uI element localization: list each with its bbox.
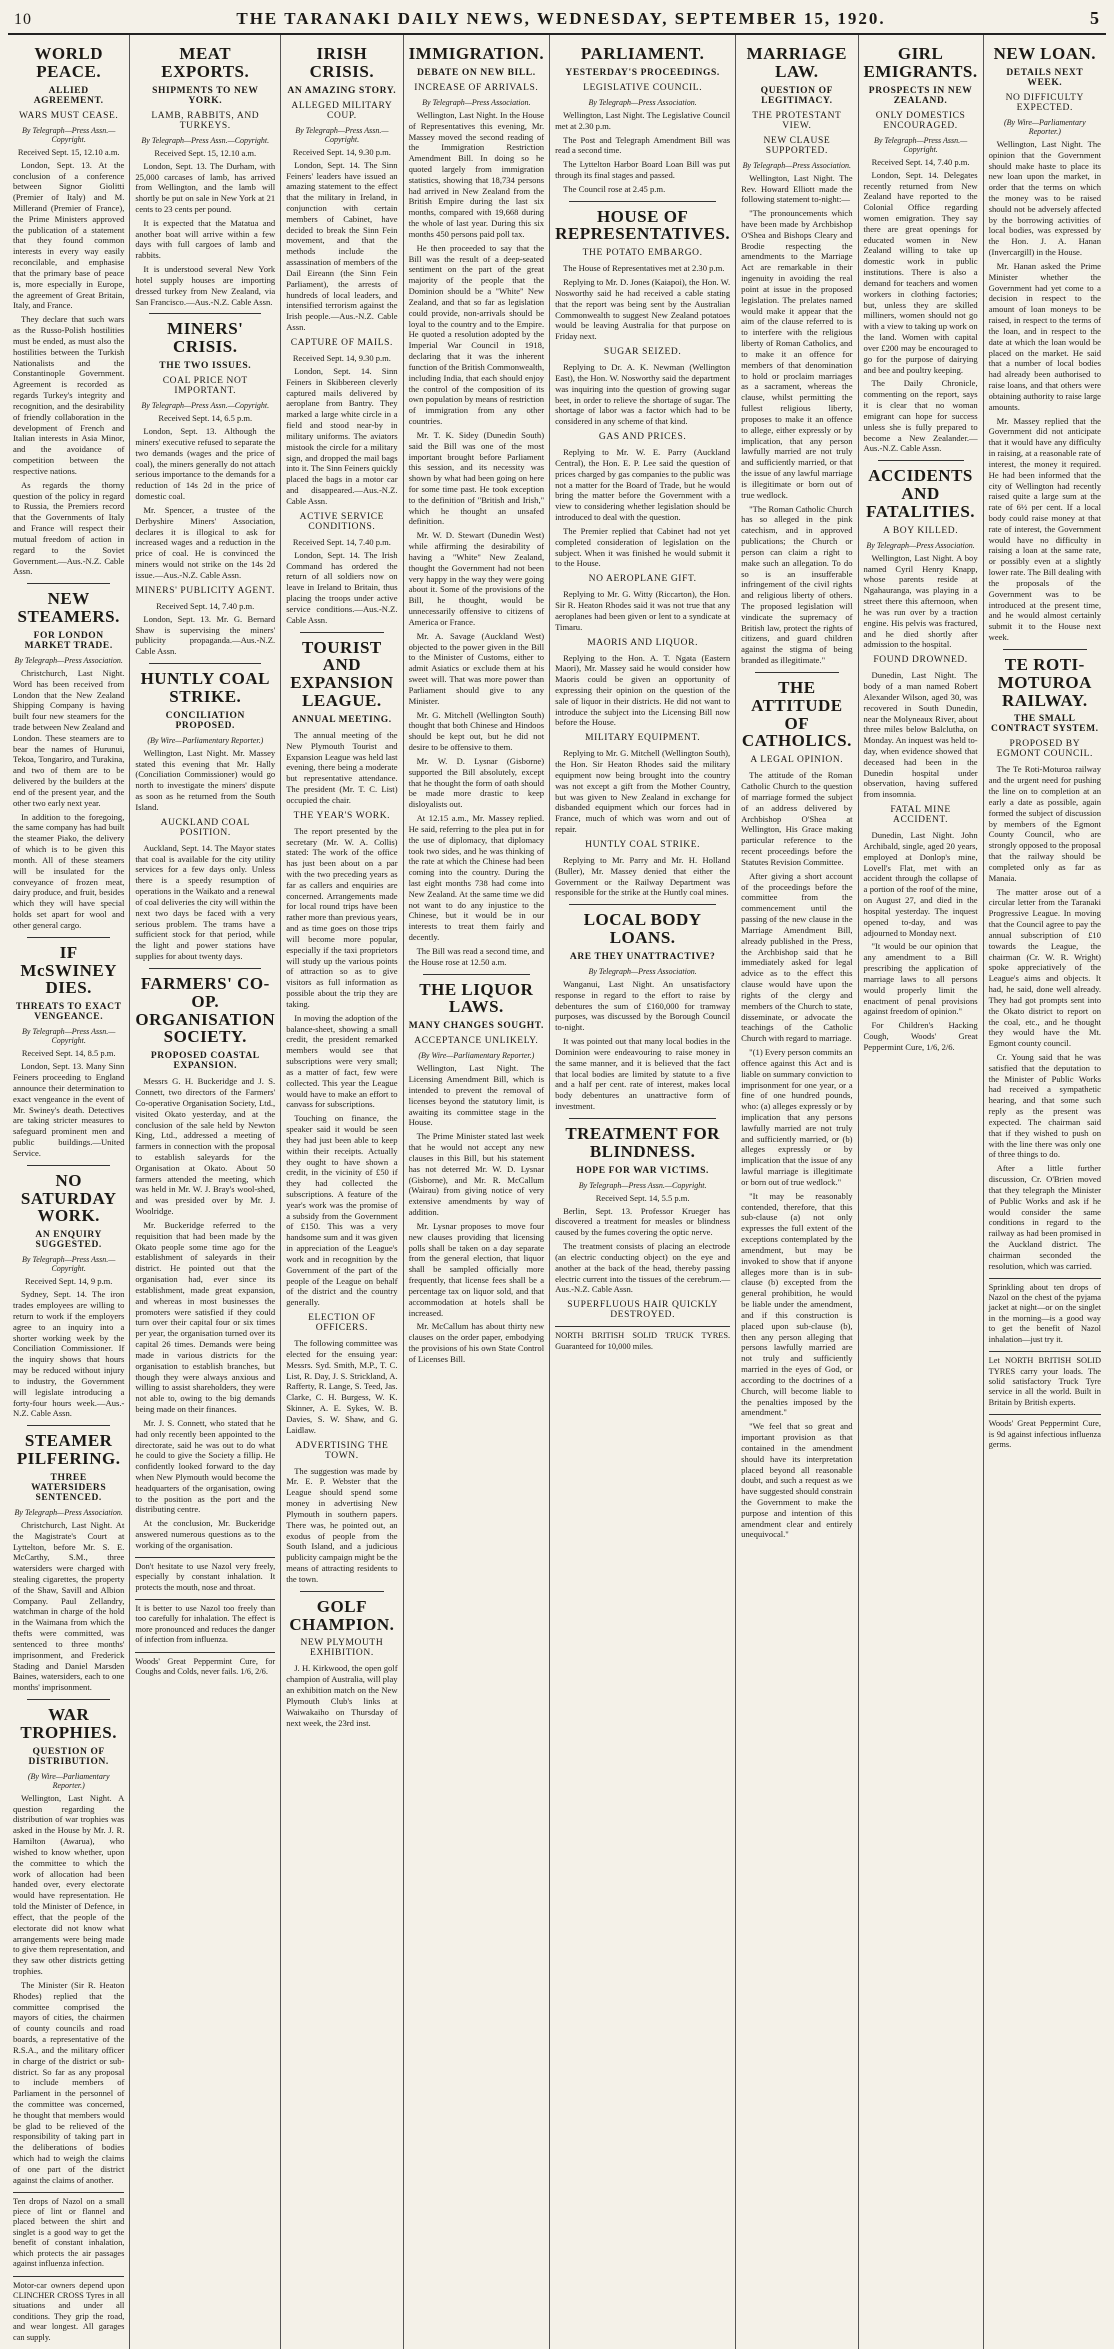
headline: NEW STEAMERS.: [17, 589, 120, 626]
section-subheading: FATAL MINE ACCIDENT.: [890, 805, 951, 826]
subheading: YESTERDAY'S PROCEEDINGS.: [565, 67, 720, 78]
column-2: [130, 35, 281, 2349]
subheading: DEBATE ON NEW BILL.: [416, 67, 536, 78]
headline: MINERS' CRISIS.: [167, 319, 244, 357]
article-paragraph: Christchurch, Last Night. At the Magistrate's Court at Lyttelton, before Mr. S. E. McCarthy, S.M., three watersiders were charged with stealing cigarettes, the property of the Shaw, Savill and Albion Company. Paul Zellandry, watchman in charge of the hold in the Waimana from which the thefts were committed, was sentenced to three months' imprisonment, and Frederick Stading and Daniel Marsden Baines, watersiders, each to one months' imprisonment.: [13, 1519, 125, 1693]
column-5: [550, 35, 736, 2349]
section-divider: [755, 672, 838, 673]
headline: IMMIGRATION.: [408, 44, 545, 63]
advertisement: Woods' Great Peppermint Cure, for Coughs and Colds, never fails. 1/6, 2/6.: [135, 1652, 275, 1678]
article-paragraph: It is expected that the Matatua and another boat will arrive within a few days with full cargoes of lamb and rabbits.: [135, 217, 276, 261]
article-paragraph: Messrs G. H. Buckeridge and J. S. Connett, two directors of the Farmers' Co-operative Organisation Society, Ltd., visited Okato yesterday, and at the conclusion of the sale held by Newton King, Ltd., addressed a meeting of farmers in connection with the proposal to establish saleyards for the Organisation at Okato. About 50 farmers attended the meeting, which was held in Mr. W. J. Bray's wool-shed, and was presided over by Mr. J. Woolridge.: [135, 1076, 276, 1217]
subheading: PROSPECTS IN NEW ZEALAND.: [868, 85, 973, 106]
column-8: [984, 35, 1106, 2349]
article-paragraph: Wellington, Last Night. The Legislative Council met at 2.30 p.m.: [555, 109, 731, 131]
source-line: By Telegraph—Press Association.: [588, 97, 697, 107]
headline: TE ROTI-MOTUROA RAILWAY.: [997, 654, 1092, 710]
headline: MEAT EXPORTS.: [161, 44, 250, 81]
article-paragraph: Wanganui, Last Night. An unsatisfactory response in regard to the effort to raise by debentures the sum of £160,000 for tramway purposes, was discussed by the Borough Council to-night.: [555, 978, 731, 1033]
headline: WAR TROPHIES.: [20, 1705, 117, 1742]
headline: FARMERS' CO-OP. ORGANISATION SOCIETY.: [135, 973, 276, 1047]
article-paragraph: The Premier replied that Cabinet had not yet completed consideration of legislation on the subject. When it was finished he would submit it to the House.: [555, 525, 731, 569]
received-line: Received Sept. 14, 7.40 p.m.: [292, 536, 391, 547]
subheading: HOPE FOR WAR VICTIMS.: [576, 1165, 709, 1176]
section-subheading: PROPOSED BY EGMONT COUNCIL.: [996, 739, 1094, 760]
column-4: [404, 35, 551, 2349]
article-paragraph: Mr. Buckeridge referred to the requisition that had been made by the Okato people some time ago for the establishment of saleyards in their district. He pointed out that the organisation had, ever since its establishment, made great expansion, and whereas in most businesses the promoters were satisfied if they could turn over their capital four or six times per year, the organisation turned over its capital 26 times. Demands were being made in various districts for the organisation to establish branches, but though they were always anxious and willing to assist shareholders, they were not able to, owing to the big demands being made on their finances.: [135, 1219, 276, 1415]
section-divider: [149, 663, 261, 664]
section-divider: [149, 968, 261, 969]
article-paragraph: London, Sept. 14. Sinn Feiners in Skibbereen cleverly captured mails delivered by aeroplane from Bantry. They marked a large white circle in a field and stood near-by in military uniforms. The aviators mistook the circle for a military sign, and dropped the mail bags into it. The Sinn Feiners quickly placed the bags in a motor car and disappeared.—Aus.-N.Z. Cable Assn.: [286, 365, 398, 506]
source-line: By Telegraph—Press Assn.—Copyright.: [22, 1027, 116, 1046]
section-subheading: A LEGAL OPINION.: [750, 755, 844, 766]
section-subheading: ALLEGED MILITARY COUP.: [291, 100, 393, 121]
column-1: [8, 35, 130, 2349]
section-divider: [878, 460, 964, 461]
subheading: MANY CHANGES SOUGHT.: [408, 1021, 544, 1032]
article-paragraph: Wellington, Last Night. The Licensing Amendment Bill, which is intended to prevent the removal of licenses beyond the statutory limit, is awaiting its committee stage in the House.: [408, 1063, 545, 1128]
section-subheading: COAL PRICE NOT IMPORTANT.: [162, 376, 248, 397]
article-paragraph: London, Sept. 13. At the conclusion of a conference between Signor Giolitti (Premier of Italy) and M. Millerand (Premier of France), the Prime Ministers approved the publication of a statement that they found common interests in every way easily reconcilable, and emphasise that the primary base of peace is, more especially in Europe, the agreement of Great Britain, Italy, and France.: [13, 159, 125, 311]
section-subheading: INCREASE OF ARRIVALS.: [414, 82, 539, 93]
article-paragraph: Mr. J. S. Connett, who stated that he had only recently been appointed to the directorate, said he was out to do what he could to give the Society a fillip. He confidently looked forward to the day when New Plymouth would become the headquarters of the organisation, owing to the position as the port and the distributing centre.: [135, 1417, 276, 1515]
section-divider: [569, 1118, 716, 1119]
article-paragraph: In moving the adoption of the balance-sheet, showing a small credit, the president remarked members would see that subscriptions were very small; as a matter of fact, few were collected. This year the League would have to make an effort to canvass for subscriptions.: [286, 1012, 398, 1110]
column-3: [281, 35, 403, 2349]
advertisement: Motor-car owners depend upon CLINCHER CROSS Tyres in all situations and under all conditions. They grip the road, and wear longest. All garages can supply.: [13, 2276, 124, 2344]
article-paragraph: Mr. Hanan asked the Prime Minister whether the Government had yet come to a decision in respect to the amount of loan moneys to be raised, in respect to the terms of the loan, and in respect to the date at which the loan would be placed on the market. He said that a number of local bodies had already been authorised to raise loans, and that others were obtaining authority to raise large amounts.: [988, 260, 1101, 412]
article-paragraph: Replying to the Hon. A. T. Ngata (Eastern Maori), Mr. Massey said he would consider how Maoris could be given an opportunity of expressing their opinion on the question of the sale of liquor in their districts. He did not want to introduce the subject into the Licensing Bill now before the House.: [555, 652, 731, 728]
article-paragraph: "The Roman Catholic Church has so alleged in the pink catechism, and in approved publications; the Church or person can claim a right to make such an allegation. To do so is an insufferable infringement of the civil rights and religious liberty of others. The proposed legislation will vindicate the supremacy of British law, protect the rights of citizens, and guard children against the stigma of being branded as illegitimate.": [741, 503, 853, 666]
source-line: By Telegraph—Press Assn.—Copyright.: [141, 135, 270, 145]
section-divider: [569, 904, 716, 905]
article-paragraph: The suggestion was made by Mr. E. P. Webster that the League should spend some money in advertising New Plymouth in southern papers. There was, he pointed out, an exodus of people from the South Island, and a judicious publicity campaign might be the means of attracting residents to the town.: [286, 1465, 398, 1584]
received-line: Received Sept. 14, 8.5 p.m.: [21, 1048, 116, 1059]
source-line: (By Wire—Parliamentary Reporter.): [27, 1771, 110, 1790]
article-paragraph: They declare that such wars as the Russo-Polish hostilities must be ended, as must also the hostilities between the Turkish Nationalists and the Constantinople Government. Agreement is recorded as regards Turkey's integrity and recognition, and the desirability of friendly collaboration in the development of French and Italian interests in Asia Minor, and the avoidance of competition between the respective nations.: [13, 314, 125, 476]
article-paragraph: The Bill was read a second time, and the House rose at 12.50 a.m.: [408, 945, 545, 967]
source-line: (By Wire—Parliamentary Reporter.): [418, 1051, 535, 1061]
subheading: CONCILIATION PROPOSED.: [165, 710, 245, 731]
headline: GOLF CHAMPION.: [289, 1596, 395, 1634]
headline: STEAMER PILFERING.: [16, 1431, 121, 1469]
section-subheading: MINERS' PUBLICITY AGENT.: [135, 585, 275, 596]
section-divider: [1003, 649, 1087, 650]
article-paragraph: "We feel that so great and important provision as that contained in the amendment should have its interpretation placed beyond all reasonable doubt, and such a request as we have suggested should constrain the Government to make the purpose and intention of this amendment clear and entirely unequivocal.": [741, 1421, 853, 1540]
advertisement: Don't hesitate to use Nazol very freely, especially by constant inhalation. It protects the mouth, nose and throat.: [135, 1557, 275, 1593]
article-paragraph: "(1) Every person commits an offence against this Act and is liable on summary conviction to imprisonment for one year, or a fine of one hundred pounds, who: (a) alleges expressly or by implication that any persons lawfully married are not truly and sufficiently married, or (b) alleges expressly or by implication that the issue of any lawful marriage is illegitimate or born out of true wedlock.": [741, 1047, 853, 1187]
source-line: By Telegraph—Press Association.: [14, 1507, 123, 1517]
section-subheading: ONLY DOMESTICS ENCOURAGED.: [875, 110, 966, 131]
article-paragraph: Berlin, Sept. 13. Professor Krueger has discovered a treatment for measles or blindness caused by the fumes covering the optic nerve.: [555, 1205, 731, 1238]
article-paragraph: The Daily Chronicle, commenting on the report, says it is clear that no woman emigrant can hope for success unless she is fully prepared to become a New Zealander.—Aus.-N.Z. Cable Assn.: [863, 378, 978, 454]
subheading: QUESTION OF DISTRIBUTION.: [28, 1746, 109, 1767]
subheading: THE SMALL CONTRACT SYSTEM.: [991, 714, 1099, 735]
section-divider: [569, 201, 716, 202]
source-line: By Telegraph—Press Association.: [14, 655, 123, 665]
article-paragraph: After giving a short account of the proceedings before the committee from the commencement until the passing of the new clause in the Marriage Amendment Bill, already published in the Press, the Archbishop said that he immediately asked for legal advice as to the effect this clause would have upon the rights of the clergy and members of the Church to state, disseminate, or advocate the teachings of the Catholic Church with regard to marriage.: [741, 870, 853, 1044]
section-divider: [423, 974, 531, 975]
section-subheading: LEGISLATIVE COUNCIL.: [583, 82, 703, 93]
section-divider: [300, 632, 383, 633]
article-paragraph: The treatment consists of placing an electrode (an electric conducting object) on the eye and another at the back of the head, thereby passing electric current into the tissues of the cerebrum.—Aus.-N.Z. Cable Assn.: [555, 1241, 731, 1295]
column-7: [859, 35, 984, 2349]
source-line: By Telegraph—Press Assn.—Copyright.: [578, 1180, 707, 1190]
section-subheading: FOUND DROWNED.: [873, 655, 968, 666]
article-paragraph: London, Sept. 14. Delegates recently returned from New Zealand have reported to the Colonial Office regarding women emigration. They say there are great openings for educated women in New Zealand willing to take up domestic work in public institutions. There is also a demand for teachers and women workers in clothing factories; but, unless they are skilled milliners, women should not go with a view to taking up work on the land. Women with capital over £200 may be encouraged to go for the purpose of dairying and bee and poultry keeping.: [863, 169, 978, 375]
article-paragraph: The Lyttelton Harbor Board Loan Bill was put through its final stages and passed.: [555, 159, 731, 180]
article-paragraph: Replying to Mr. G. Mitchell (Wellington South), the Hon. Sir Heaton Rhodes said the military equipment now being brought into the country was not except a gift from the Mother Country, but was given to New Zealand in exchange for disbanded equipment which our forces had in France, much of which was worn and out of repair.: [555, 748, 731, 835]
advertisement: It is better to use Nazol too freely than too carefully for inhalation. The effect is more pronounced and reduces the danger of infection from influenza.: [135, 1599, 275, 1646]
section-subheading: THE YEAR'S WORK.: [293, 810, 391, 821]
received-line: Received Sept. 15, 12.10 a.m.: [154, 147, 257, 158]
headline: ACCIDENTS AND FATALITIES.: [866, 466, 976, 521]
advertisement: NORTH BRITISH SOLID TRUCK TYRES. Guaranteed for 10,000 miles.: [555, 1326, 730, 1352]
article-paragraph: Mr. T. K. Sidey (Dunedin South) said the Bill was one of the most important brought before Parliament this session, and its necessity was shown by what had been going on here for some time past. He took exception to the definition of "British and Irish," which he thought an unsafed definition.: [408, 429, 545, 527]
article-paragraph: He then proceeded to say that the Bill was the result of a deep-seated sentiment on the part of the great majority of the people that the Dominion should be a "White" New Zealand, and that so far as legislation could provide, non-arrivals should be loyal to the country and to the Empire. He quoted a resolution adopted by the Imperial War Council in 1918, declaring that it was the inherent function of the British Commonwealth, including India, that each should enjoy the control of the composition of its own population by means of restriction of immigration from any other countries.: [408, 242, 545, 427]
section-subheading: WARS MUST CEASE.: [18, 110, 119, 121]
article-paragraph: The following committee was elected for the ensuing year: Messrs. Syd. Smith, M.P., T. C. List, R. Day, J. S. Strickland, A. Rafferty, R. Lange, S. Teed, Jas. Clarke, C. H. Burgess, W. K. Skinner, A. E. Sykes, W. B. Davies, S. W. Shaw, and G. Laidlaw.: [286, 1338, 398, 1435]
source-line: By Telegraph—Press Assn.—Copyright.: [22, 125, 116, 144]
received-line: Received Sept. 14, 9 p.m.: [25, 1276, 113, 1287]
subheading: DETAILS NEXT WEEK.: [1006, 67, 1084, 88]
section-subheading: ELECTION OF OFFICERS.: [308, 1313, 376, 1334]
section-subheading: NO AEROPLANE GIFT.: [588, 574, 697, 585]
received-line: Received Sept. 15, 12.10 a.m.: [17, 146, 120, 157]
source-line: By Telegraph—Press Association.: [742, 160, 852, 170]
article-paragraph: Wellington, Last Night. In the House of Representatives this evening, Mr. Massey moved the second reading of the Immigration Restriction Amendment Bill. In doing so he quoted largely from immigration statistics, showing that 18,734 persons had arrived in New Zealand from the British Empire during the last six months, compared with 19,668 during the whole of last year. During this six months 450 persons paid poll tax.: [408, 109, 545, 239]
article-paragraph: The Prime Minister stated last week that he would not accept any new clauses in this Bill, but his statement has not deterred Mr. W. D. Lysnar (Gisborne), and Mr. R. McCallum (Wairau) from giving notice of very extensive amendments by way of addition.: [408, 1131, 545, 1218]
article-paragraph: London, Sept. 13. Although the miners' executive refused to separate the two demands (wages and the price of coal), the miners generally do not attach serious importance to the demands for a reduction of 14s 2d in the price of domestic coal.: [135, 426, 276, 502]
section-subheading: ADVERTISING THE TOWN.: [295, 1440, 389, 1461]
advertisement: Let NORTH BRITISH SOLID TYRES carry your loads. The solid satisfactory Truck Tyre service in all the world. Built in Britain by British experts.: [989, 1351, 1101, 1408]
article-paragraph: The Minister (Sir R. Heaton Rhodes) replied that the committee comprised the mayors of cities, the chairmen of county councils and road boards, a representative of the R.S.A., and the military officer in charge of the district or sub-district. So far as any proposal to include members of Parliament in the personnel of the committee was concerned, he thought that members would be glad to be relieved of the responsibility of taking part in the deliberations of bodies which had to weigh the claims of one part of the district against the claims of another.: [13, 1979, 125, 2185]
article-paragraph: London, Sept. 14. The Irish Command has ordered the return of all soldiers now on leave in Ireland to Britain, thus placing the troops under active service conditions.—Aus.-N.Z. Cable Assn.: [286, 549, 398, 625]
headline: TOURIST AND EXPANSION LEAGUE.: [290, 637, 394, 711]
article-paragraph: Sydney, Sept. 14. The iron trades employees are willing to return to work if the employers agree to an inquiry into a shorter working week by the Conciliation Commissioner. If the inquiry shows that hours may be reduced without injury to industry, the Government will legislate introducing a forty-four hours week.—Aus.-N.Z. Cable Assn.: [13, 1289, 125, 1419]
article-paragraph: At 12.15 a.m., Mr. Massey replied. He said, referring to the plea put in for the use of diplomacy, that diplomacy took two sides, and he was thinking of the rate at which the Chinese had been coming into the country. During the last eight months 738 had come into New Zealand. At the same time we did not want to do any injustice to the Chinese, but it would be in our interests to treat them fairly and decently.: [408, 813, 545, 943]
article-paragraph: The Post and Telegraph Amendment Bill was read a second time.: [555, 134, 731, 156]
headline: WORLD PEACE.: [34, 44, 103, 81]
article-paragraph: After a little further discussion, Cr. O'Brien moved that they telegraph the Minister of Public Works and ask if he would consider the same conditions in regard to the railway as had been promised in the Auckland district. The chairman seconded the resolution, which was carried.: [988, 1163, 1101, 1271]
article-paragraph: Dunedin, Last Night. John Archibald, single, aged 20 years, employed at Donlop's mine, Lovell's Flat, met with an accident through the collapse of a portion of the roof of the mine, on August 27, and died in the hospital yesterday. The inquest opened to-day, and was adjourned to Monday next.: [863, 830, 978, 938]
article-paragraph: Mr. G. Mitchell (Wellington South) thought that both Chinese and Hindoos should be kept out, but he did not desire to be offensive to them.: [408, 709, 545, 753]
article-paragraph: Mr. Massey replied that the Government did not anticipate that it would have any difficulty in raising, at a reasonable rate of interest, the money it required. He had been informed that the city of Wellington had recently raised quite a large sum at the rate of 6½ per cent. If a local body could raise money at that rate of interest, the Government would have no difficulty in raising a loan at the same rate, or possibly even at a slightly lower rate. The Bill dealing with the proposals of the Government was to be introduced at the present time, and he would almost certainly submit it to the House next week.: [988, 415, 1101, 643]
article-paragraph: Replying to Mr. Parry and Mr. H. Holland (Buller), Mr. Massey denied that either the Government or the Railway Department was responsible for the strike at the Huntly coal mines.: [555, 854, 731, 898]
source-line: (By Wire—Parliamentary Reporter.): [1003, 117, 1086, 136]
section-divider: [300, 1591, 383, 1592]
section-subheading: ACTIVE SERVICE CONDITIONS.: [299, 511, 385, 532]
headline: HUNTLY COAL STRIKE.: [140, 669, 270, 706]
article-paragraph: Mr. A. Savage (Auckland West) objected to the power given in the Bill to the Minister of Customs, either to admit Asiatics or exclude them at his sweet will. That was more power than Parliament should give to any Minister.: [408, 630, 545, 706]
article-paragraph: Mr. Lysnar proposes to move four new clauses providing that licensing polls shall be taken on a day separate from the general election, that liquor shall be sampled officially more frequently, that license fees shall be a percentage tax on liquor sold, and that accommodation at hotels shall be increased.: [408, 1220, 545, 1318]
article-paragraph: Christchurch, Last Night. Word has been received from London that the New Zealand Shipping Company is having built four new steamers for the trade between New Zealand and London. These steamers are to bear the names of Hurunui, Tekoa, Tongariro, and Turakina, and two of them are to be delivered by the builders at the end of the present year, and the other two early next year.: [13, 667, 125, 808]
article-paragraph: Mr. W. D. Stewart (Dunedin West) while affirming the desirability of having a "White" New Zealand, thought the Government had not been very happy in the way they were going about it. Some of the provisions of the Bill, he thought, would be unnecessarily offensive to citizens of America or France.: [408, 530, 545, 627]
headline: GIRL EMIGRANTS.: [863, 44, 978, 81]
received-line: Received Sept. 14, 9.30 p.m.: [292, 146, 391, 157]
article-paragraph: "It may be reasonably contended, therefore, that this sub-clause (a) not only expresses the full extent of the exceptions contemplated by the amendment, but may be invoked to show that if anyone alleges more than is in sub-clause (b) excepted from the general prohibition, he would be liable under the amendment, and if this construction is placed upon sub-clause (b), then any person alleging that persons lawfully married are not truly and sufficiently married in the eyes of God, or according to the doctrines of a Church, will become liable to the penalties imposed by the amendment.": [741, 1190, 853, 1418]
article-paragraph: The House of Representatives met at 2.30 p.m.: [563, 263, 725, 274]
headline: LOCAL BODY LOANS.: [583, 910, 702, 948]
article-paragraph: The annual meeting of the New Plymouth Tourist and Expansion League was held last evening, there being a moderate but representative attendance. The president (Mr. T. C. List) occupied the chair.: [286, 729, 398, 805]
subheading: THE TWO ISSUES.: [159, 361, 252, 372]
headline: THE ATTITUDE OF CATHOLICS.: [741, 677, 852, 751]
article-paragraph: Mr. Spencer, a trustee of the Derbyshire Miners' Association, declares it is illogical to ask for increased wages and a reduction in the price of coal. He is convinced the miners would not strike on the 14s 2d issue.—Aus.-N.Z. Cable Assn.: [135, 504, 276, 580]
headline: PARLIAMENT.: [580, 44, 705, 63]
advertisement: Ten drops of Nazol on a small piece of lint or flannel and placed between the shirt and singlet is a good way to get the benefit of constant inhalation, which protects the air passages against influenza infection.: [13, 2192, 124, 2270]
received-line: Received Sept. 14, 9.30 p.m.: [292, 352, 391, 363]
article-paragraph: Auckland, Sept. 14. The Mayor states that coal is available for the city utility services for a few days only. Unless there is a speedy resumption of operations in the Waikato and a renewal of coal deliveries the city will within the next two days be faced with a very serious problem. The trams have a sufficient stock for that period, while the light and power stations have supplies for about twenty days.: [135, 842, 276, 961]
section-subheading: SUGAR SEIZED.: [603, 347, 682, 358]
section-subheading: ACCEPTANCE UNLIKELY.: [414, 1036, 539, 1047]
section-subheading: GAS AND PRICES.: [598, 432, 687, 443]
section-divider: [27, 1425, 110, 1426]
article-paragraph: It was pointed out that many local bodies in the Dominion were endeavouring to raise money in the same manner, and it is believed that the fact that local bodies are limited by statute to a five and a half per cent. rate of interest, makes local body debentures an unattractive form of investment.: [555, 1036, 731, 1112]
source-line: By Telegraph—Press Assn.—Copyright.: [873, 135, 968, 154]
article-paragraph: As regards the thorny question of the policy in regard to Russia, the Premiers record that the Governments of Italy and France will respect their mutual freedom of action in regard to the Soviet Government.—Aus.-N.Z. Cable Assn.: [13, 479, 125, 577]
article-paragraph: Wellington, Last Night. A boy named Cyril Henry Knapp, whose parents reside at Ngahauranga, was playing in a street there this afternoon, when he was run over by a traction engine. His pelvis was fractured, and he died shortly after admission to the hospital.: [863, 552, 978, 650]
subheading: AN AMAZING STORY.: [287, 85, 397, 96]
masthead: [8, 8, 1106, 35]
masthead-left: 10: [14, 11, 32, 28]
page-number: 5: [1089, 8, 1100, 28]
headline: NO SATURDAY WORK.: [20, 1170, 117, 1226]
subheading: SHIPMENTS TO NEW YORK.: [152, 85, 259, 106]
section-subheading: NO DIFFICULTY EXPECTED.: [1005, 92, 1085, 113]
section-divider: [149, 313, 261, 314]
article-paragraph: Cr. Young said that he was satisfied that the deputation to the Minister of Public Works had received a sympathetic hearing, and that some such reply as the present was expected. The chairman said that if they wished to push on with the line there was only one of three things to do.: [988, 1052, 1101, 1160]
received-line: Received Sept. 14, 7.40 p.m.: [156, 600, 255, 611]
article-paragraph: "It would be our opinion that any amendment to a Bill prescribing the application of marriage laws to all persons would properly limit the enactment of penal provisions against freedom of opinion.": [863, 941, 978, 1017]
article-paragraph: In addition to the foregoing, the same company has had built the steamer Piako, the delivery of which is to be given this month. All of these steamers will be insulated for the conveyance of frozen meat, dairy produce, and fruit, besides which they will have special holds set apart for wool and other general cargo.: [13, 811, 125, 930]
section-subheading: MAORIS AND LIQUOR.: [587, 637, 699, 648]
section-divider: [27, 583, 110, 584]
article-paragraph: London, Sept. 14. The Sinn Feiners' leaders have issued an amazing statement to the effect that the military in Ireland, in conjunction with certain members of Cabinet, have decided to break the Sinn Fein movement, and that the methods include the assassination of members of the Dail Eireann (the Sinn Fein Parliament), the arrests of hundreds of local leaders, and intensified terrorism against the Irish people.—Aus.-N.Z. Cable Assn.: [286, 159, 398, 333]
advertisement: Sprinkling about ten drops of Nazol on the chest of the pyjama jacket at night—or on the singlet in the morning—is a good way to get the benefit of Nazol inhalation—just try it.: [989, 1278, 1101, 1346]
headline: TREATMENT FOR BLINDNESS.: [565, 1123, 720, 1161]
article-paragraph: At the conclusion, Mr. Buckeridge answered numerous questions as to the working of the organisation.: [135, 1518, 276, 1550]
masthead-title: THE TARANAKI DAILY NEWS, WEDNESDAY, SEPTEMBER 15, 1920.: [236, 9, 886, 28]
article-paragraph: Dunedin, Last Night. The body of a man named Robert Alexander Wilson, aged 30, was recovered in South Dunedin, near the Molyneaux River, about three miles below Balclutha, on Monday. An inquest was held to-day, when evidence showed that deceased had been in the Dunedin hospital under observation, having suffered from insomnia.: [863, 670, 978, 800]
article-paragraph: Mr. W. D. Lysnar (Gisborne) supported the Bill absolutely, except that he thought the form of oath should be made more drastic to keep disloyalists out.: [408, 755, 545, 810]
article-paragraph: The report presented by the secretary (Mr. W. A. Collis) stated: The work of the office has just been about on a par with the two preceding years as far as callers and enquiries are concerned. Arrangements made for local round trips have been rather more than previous years, and as time goes on those trips will become more popular, especially if the taxi proprietors will study up the various points of attraction so as to give visitors as full information as possible about the trip they are taking.: [286, 825, 398, 1009]
section-subheading: A BOY KILLED.: [882, 525, 959, 536]
article-paragraph: Replying to Mr. G. Witty (Riccarton), the Hon. Sir R. Heaton Rhodes said it was not true that any aeroplanes had been given or lent to a syndicate at Timaru.: [555, 589, 731, 632]
headline: HOUSE OF REPRESENTATIVES.: [555, 206, 731, 244]
article-paragraph: Wellington, Last Night. The Rev. Howard Elliott made the following statement to-night:—: [741, 172, 853, 205]
subheading: QUESTION OF LEGITIMACY.: [760, 85, 833, 106]
section-subheading: MILITARY EQUIPMENT.: [585, 733, 701, 744]
article-paragraph: Wellington, Last Night. The opinion that the Government should make haste to place its new loan upon the market, in order that the terms on which the money was to be raised should not be adversely affected by the borrowing activities of local bodies, was expressed by the Hon. J. A. Hanan (Invercargill) in the House.: [988, 138, 1101, 258]
article-paragraph: It is understood several New York hotel supply houses are importing dressed turkey from New Zealand, via San Francisco.—Aus.-N.Z. Cable Assn.: [135, 264, 276, 307]
section-subheading: LAMB, RABBITS, AND TURKEYS.: [151, 110, 260, 131]
received-line: Received Sept. 14, 7.40 p.m.: [871, 156, 970, 167]
section-subheading: NEW CLAUSE SUPPORTED.: [763, 135, 831, 156]
headline: IF McSWINEY DIES.: [20, 942, 117, 998]
source-line: By Telegraph—Press Assn.—Copyright.: [22, 1255, 116, 1274]
section-subheading: SUPERFLUOUS HAIR QUICKLY DESTROYED.: [567, 1300, 718, 1321]
section-divider: [27, 937, 110, 938]
headline: MARRIAGE LAW.: [746, 44, 848, 81]
section-divider: [27, 1165, 110, 1166]
article-paragraph: The Council rose at 2.45 p.m.: [563, 183, 666, 194]
section-subheading: CAPTURE OF MAILS.: [290, 337, 394, 348]
subheading: THREATS TO EXACT VENGEANCE.: [15, 1002, 122, 1023]
section-subheading: HUNTLY COAL STRIKE.: [585, 839, 701, 850]
subheading: ANNUAL MEETING.: [291, 714, 392, 725]
advertisement: Woods' Great Peppermint Cure, is 9d against infectious influenza germs.: [989, 1414, 1101, 1450]
source-line: By Telegraph—Press Association.: [422, 97, 531, 107]
article-paragraph: Touching on finance, the speaker said it would be seen they had just been able to keep within their receipts. Actually they ought to have shown a credit, in the vicinity of £50 if they had collected the subscriptions. A feature of the year's work was the promise of a subsidy from the Government of £150. This was a very handsome sum and it was given in appreciation of the League's work and in recognition by the Government of the part of the people of the League on behalf of the district and the country generally.: [286, 1113, 398, 1308]
subheading: AN ENQUIRY SUGGESTED.: [35, 1230, 102, 1251]
section-subheading: THE PROTESTANT VIEW.: [752, 110, 842, 131]
subheading: FOR LONDON MARKET TRADE.: [24, 630, 113, 651]
source-line: (By Wire—Parliamentary Reporter.): [147, 735, 264, 745]
section-divider: [27, 1699, 110, 1700]
article-paragraph: Wellington, Last Night. A question regarding the distribution of war trophies was asked in the House by Mr. J. R. Hamilton (Awarua), who wished to know whether, upon the committee to which the work of allocation had been handed over, every electorate would have representation. He told the Minister of Defence, in effect, that the people of the electorate did not know what arrangements were being made to give them representation, and they saw other districts getting trophies.: [13, 1792, 125, 1977]
article-paragraph: The matter arose out of a circular letter from the Taranaki Progressive League. In moving that the Council agree to pay the annual subscription of £10 towards the League, the chairman (Cr. W. R. Wright) spoke appreciatively of the League's aims and objects. It had, he said, done well already. They had got prompts sent into the Okato district to report on the coal, etc., and he thought they would have the Mt. Egmont county council.: [988, 886, 1101, 1049]
article-paragraph: Replying to Mr. D. Jones (Kaiapoi), the Hon. W. Nosworthy said he had received a cable stating that the report was being sent by the Australian Commonwealth to suggest New Zealand potatoes would be leaving Australia for that purpose on Friday next.: [555, 277, 731, 342]
article-paragraph: The Te Roti-Moturoa railway and the urgent need for pushing the line on to completion at an early a date as possible, again formed the subject of discussion by members of the Egmont County Council, who are strongly opposed to the proposal that the railway should be completed only as far as Manaia.: [988, 764, 1101, 883]
subheading: THREE WATERSIDERS SENTENCED.: [31, 1472, 107, 1503]
column-6: [736, 35, 858, 2349]
article-paragraph: "The pronouncements which have been made by Archbishop O'Shea and Bishops Cleary and Brodie respecting the amendments to the Marriage Act are remarkable in their ingenuity in avoiding the real point at issue in the proposed legislation. The prelates named would make it appear that the aim of the clause referred to is to interfere with the religious liberty of Roman Catholics, and to make it an offence for members of that denomination to hold or proclaim marriages as a sacrament, whereas the clause, whilst permitting the fullest religious liberty, proposes to make it an offence to allege, either expressly or by implication, that any person lawfully married are not truly and sufficiently married, or that the issue of any lawful marriage is illegitimate or born out of true wedlock.: [741, 208, 853, 500]
source-line: By Telegraph—Press Association.: [866, 540, 975, 550]
article-paragraph: London, Sept. 13. Mr. G. Bernard Shaw is supervising the miners' publicity propaganda.—Aus.-N.Z. Cable Assn.: [135, 613, 276, 657]
headline: IRISH CRISIS.: [309, 44, 375, 81]
headline: NEW LOAN.: [993, 44, 1097, 63]
section-subheading: AUCKLAND COAL POSITION.: [160, 817, 250, 838]
headline: THE LIQUOR LAWS.: [419, 979, 534, 1017]
article-paragraph: Mr. McCallum has about thirty new clauses on the order paper, embodying the provisions of his own State Control of Licenses Bill.: [408, 1321, 545, 1364]
received-line: Received Sept. 14, 5.5 p.m.: [595, 1192, 690, 1203]
source-line: By Telegraph—Press Assn.—Copyright.: [295, 125, 389, 144]
article-paragraph: Replying to Mr. W. E. Parry (Auckland Central), the Hon. E. P. Lee said the question of prices charged by gas companies to the public was not a matter for the Board of Trade, but he would bring the matter before the Government with a view to considering whether legislation should be introduced to deal with the question.: [555, 447, 731, 523]
article-paragraph: London, Sept. 13. The Durham, with 25,000 carcases of lamb, has arrived from Wellington, and the lamb will shortly be put on sale in New York at 21 cents to 23 cents per pound.: [135, 160, 276, 214]
article-paragraph: J. H. Kirkwood, the open golf champion of Australia, will play an exhibition match on the New Plymouth Club's links at Waiwakaiho on Thursday of next week, the 23rd inst.: [286, 1663, 398, 1728]
source-line: By Telegraph—Press Association.: [588, 966, 697, 976]
article-paragraph: The attitude of the Roman Catholic Church to the question of marriage formed the subject of an address delivered by Archbishop O'Shea at Wellington, His Grace making particular reference to the recent proceedings before the Statutes Revision Committee.: [741, 770, 853, 867]
received-line: Received Sept. 14, 6.5 p.m.: [158, 413, 253, 424]
article-paragraph: Replying to Dr. A. K. Newman (Wellington East), the Hon. W. Nosworthy said the department was inquiring into the question of growing sugar beet, in order to relieve the shortage of sugar. The shortage of labor was a factor which had to be considered in any scheme of that kind.: [555, 362, 731, 427]
subheading: PROPOSED COASTAL EXPANSION.: [150, 1051, 260, 1072]
columns: [8, 35, 1106, 2342]
section-subheading: NEW PLYMOUTH EXHIBITION.: [300, 1638, 384, 1659]
article-paragraph: London, Sept. 13. Many Sinn Feiners proceeding to England announce their determination to exact vengeance in the event of Mr. Swiney's death. Detectives are taking stricter measures to safeguard prominent men and public buildings.—United Service.: [13, 1061, 125, 1158]
article-paragraph: Wellington, Last Night. Mr. Massey stated this evening that Mr. Hally (Conciliation Commissioner) would go north to investigate the miners' dispute as soon as he returned from the South Island.: [135, 747, 276, 812]
subheading: ALLIED AGREEMENT.: [33, 85, 104, 106]
subheading: ARE THEY UNATTRACTIVE?: [569, 951, 716, 962]
article-paragraph: For Children's Hacking Cough, Woods' Great Peppermint Cure, 1/6, 2/6.: [863, 1020, 978, 1052]
section-subheading: THE POTATO EMBARGO.: [582, 248, 703, 259]
source-line: By Telegraph—Press Assn.—Copyright.: [141, 401, 270, 411]
